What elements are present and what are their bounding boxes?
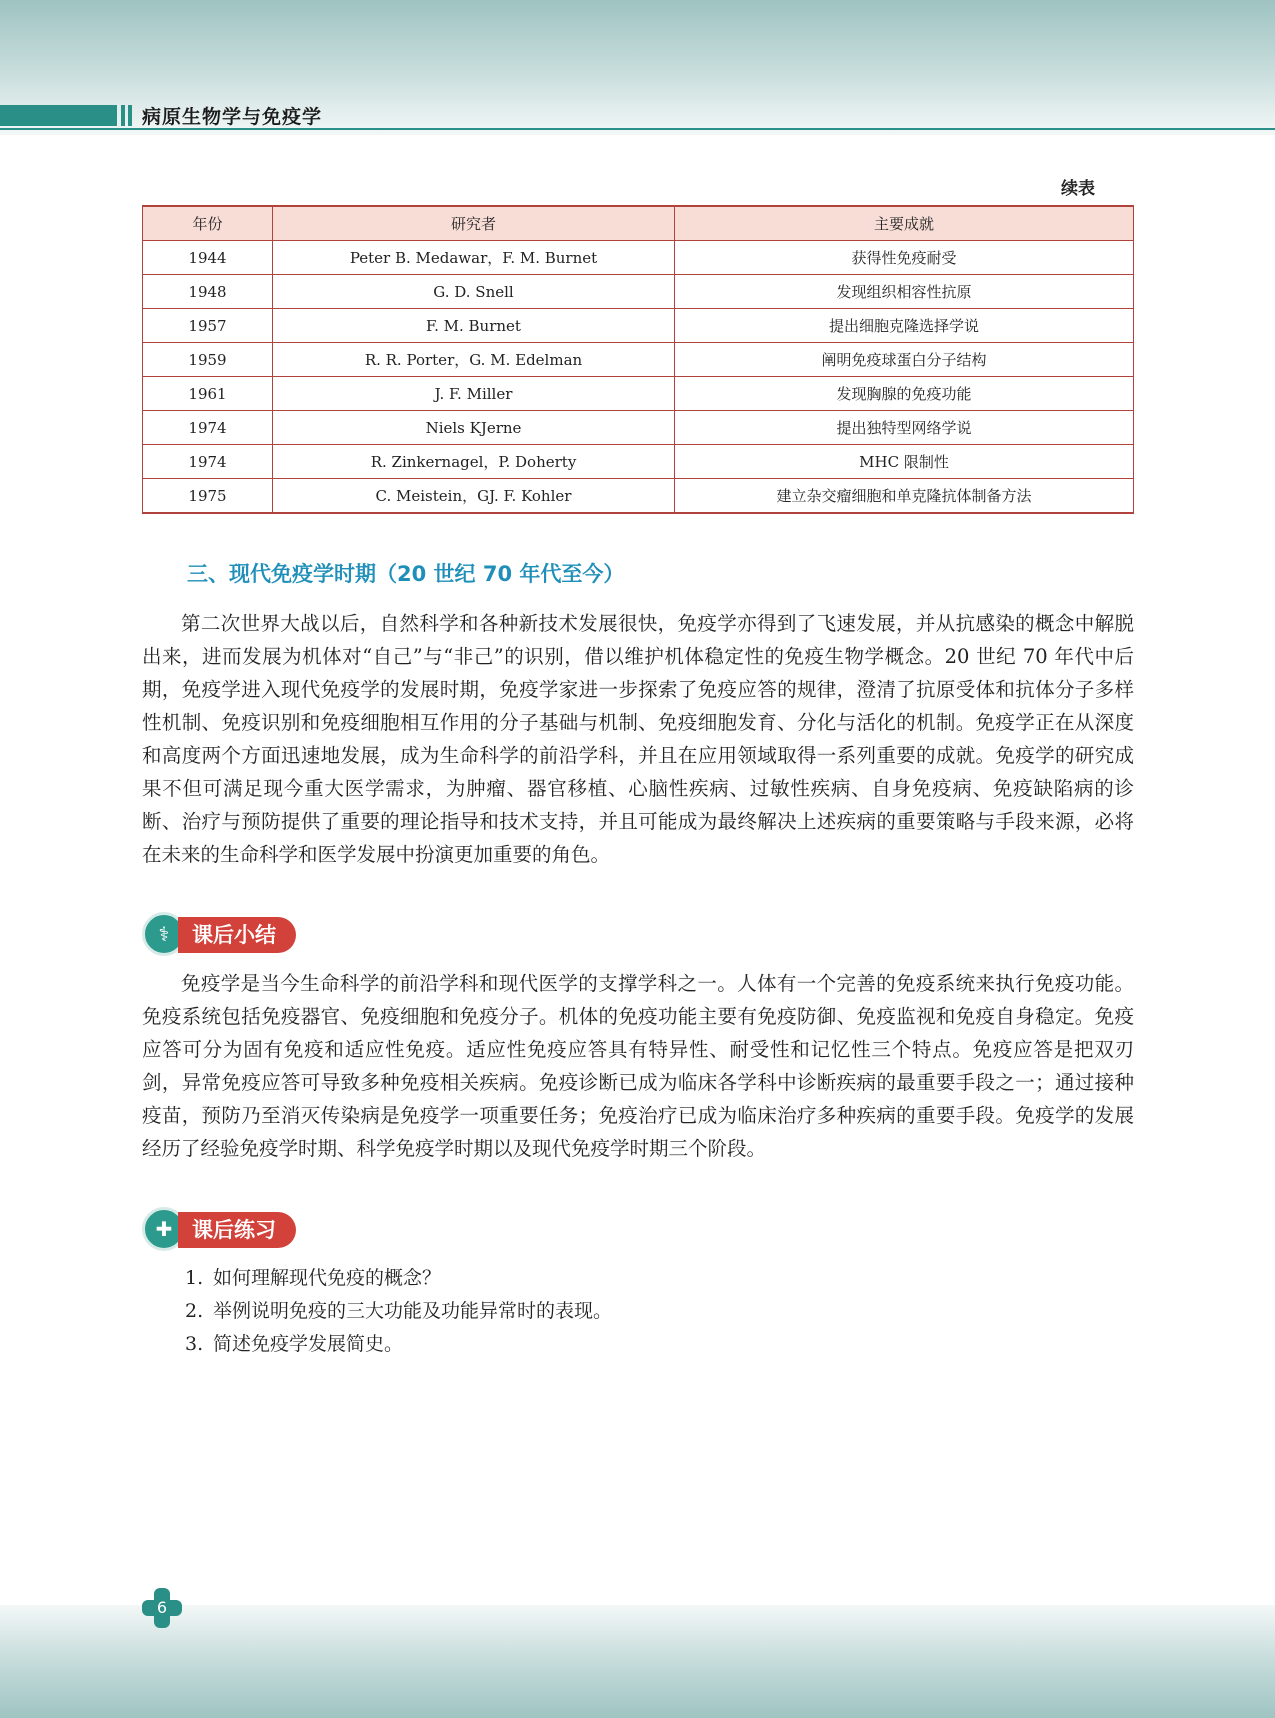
cell-year: 1957 (143, 309, 273, 343)
table-row (143, 343, 1134, 377)
cell-year: 1975 (143, 479, 273, 514)
exercise-list (185, 1262, 612, 1361)
table-row (143, 309, 1134, 343)
cell-achievement: 获得性免疫耐受 (675, 241, 1134, 275)
book-title: 病原生物学与免疫学 (142, 106, 323, 128)
list-item (185, 1262, 612, 1295)
column-header-researcher: 研究者 (273, 206, 675, 241)
list-item-number: 3. (185, 1333, 204, 1355)
cell-achievement: 阐明免疫球蛋白分子结构 (675, 343, 1134, 377)
list-item-text: 如何理解现代免疫的概念？ (213, 1267, 442, 1289)
list-item-number: 1. (185, 1267, 204, 1289)
cell-researcher: F. M. Burnet (273, 309, 675, 343)
table-row (143, 275, 1134, 309)
cell-achievement: 提出细胞克隆选择学说 (675, 309, 1134, 343)
header-stripe (128, 105, 132, 126)
header-accent-bar (0, 105, 117, 126)
table-header-row (143, 206, 1134, 241)
list-item-text: 举例说明免疫的三大功能及功能异常时的表现。 (213, 1300, 613, 1322)
summary-badge (142, 912, 302, 956)
cell-year: 1944 (143, 241, 273, 275)
header-stripe (121, 105, 125, 126)
table-caption: 续表 (1061, 179, 1095, 199)
ambulance-icon: ✚ (142, 1207, 186, 1251)
cell-researcher: Peter B. Medawar，F. M. Burnet (273, 241, 675, 275)
page-number-badge (142, 1588, 182, 1628)
cell-year: 1948 (143, 275, 273, 309)
cell-year: 1974 (143, 445, 273, 479)
cell-achievement: 建立杂交瘤细胞和单克隆抗体制备方法 (675, 479, 1134, 514)
list-item (185, 1328, 612, 1361)
column-header-achievement: 主要成就 (675, 206, 1134, 241)
stethoscope-icon: ⚕ (142, 912, 186, 956)
cell-researcher: J. F. Miller (273, 377, 675, 411)
cell-researcher: Niels KJerne (273, 411, 675, 445)
table-row (143, 377, 1134, 411)
list-item-text: 简述免疫学发展简史。 (213, 1333, 404, 1355)
table-row (143, 445, 1134, 479)
cell-achievement: 提出独特型网络学说 (675, 411, 1134, 445)
cell-researcher: R. Zinkernagel，P. Doherty (273, 445, 675, 479)
list-item (185, 1295, 612, 1328)
footer-band (0, 1605, 1275, 1718)
cell-achievement: 发现组织相容性抗原 (675, 275, 1134, 309)
cell-year: 1974 (143, 411, 273, 445)
cell-researcher: R. R. Porter，G. M. Edelman (273, 343, 675, 377)
table-row (143, 479, 1134, 514)
exercises-badge (142, 1207, 302, 1251)
column-header-year: 年份 (143, 206, 273, 241)
table-row (143, 411, 1134, 445)
cell-achievement: MHC 限制性 (675, 445, 1134, 479)
immunology-history-table (142, 205, 1134, 514)
summary-paragraph: 免疫学是当今生命科学的前沿学科和现代医学的支撑学科之一。人体有一个完善的免疫系统来执行免疫功能。免疫系统包括免疫器官、免疫细胞和免疫分子。机体的免疫功能主要有免疫防御、免疫监视和免疫自身稳定。免疫应答可分为固有免疫和适应性免疫。适应性免疫应答具有特异性、耐受性和记忆性三个特点。免疫应答是把双刃剑，异常免疫应答可导致多种免疫相关疾病。免疫诊断已成为临床各学科中诊断疾病的最重要手段之一；通过接种疫苗，预防乃至消灭传染病是免疫学一项重要任务；免疫治疗已成为临床治疗多种疾病的重要手段。免疫学的发展经历了经验免疫学时期、科学免疫学时期以及现代免疫学时期三个阶段。 (142, 972, 1134, 1160)
exercises-title: 课后练习 (178, 1212, 296, 1248)
cell-researcher: G. D. Snell (273, 275, 675, 309)
summary-title: 课后小结 (178, 917, 296, 953)
page-number: 6 (156, 1598, 168, 1617)
cell-researcher: C. Meistein，GJ. F. Kohler (273, 479, 675, 514)
section-paragraph: 第二次世界大战以后，自然科学和各种新技术发展很快，免疫学亦得到了飞速发展，并从抗感染的概念中解脱出来，进而发展为机体对“自己”与“非己”的识别，借以维护机体稳定性的免疫生物学概念。20 世纪 70 年代中后期，免疫学进入现代免疫学的发展时期，免疫学家进一步探索了免疫应答的规律，澄清了抗原受体和抗体分子多样性机制、免疫识别和免疫细胞相互作用的分子基础与机制、免疫细胞发育、分化与活化的机制。免疫学正在从深度和高度两个方面迅速地发展，成为生命科学的前沿学科，并且在应用领域取得一系列重要的成就。免疫学的研究成果不但可满足现今重大医学需求，为肿瘤、器官移植、心脑性疾病、过敏性疾病、自身免疫病、免疫缺陷病的诊断、治疗与预防提供了重要的理论指导和技术支持，并且可能成为最终解决上述疾病的重要策略与手段来源，必将在未来的生命科学和医学发展中扮演更加重要的角色。 (142, 612, 1134, 866)
cell-year: 1961 (143, 377, 273, 411)
list-item-number: 2. (185, 1300, 204, 1322)
section-heading: 三、现代免疫学时期（20 世纪 70 年代至今） (187, 562, 625, 586)
cell-achievement: 发现胸腺的免疫功能 (675, 377, 1134, 411)
table-row (143, 241, 1134, 275)
cell-year: 1959 (143, 343, 273, 377)
